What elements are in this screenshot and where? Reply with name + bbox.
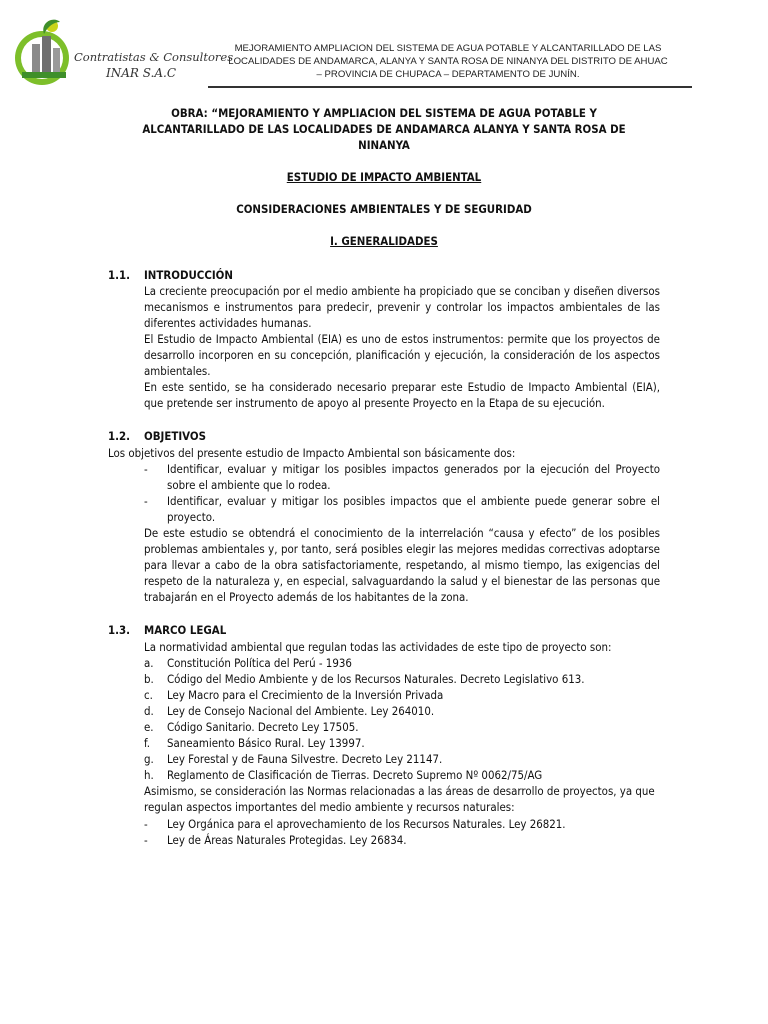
list-item [144,735,660,751]
list-item-text: Identificar, evaluar y mitigar los posibles impactos que el ambiente puede generar sobre el proyecto. [167,493,660,524]
study-title-text: ESTUDIO DE IMPACTO AMBIENTAL [286,170,482,185]
dash-marker: - [144,493,148,508]
paragraph: En este sentido, se ha considerado necesario preparar este Estudio de Impacto Ambiental (EIA), que pretende ser instrumento de apoyo al presente Proyecto en la Etapa de su ejecución. [144,380,660,411]
section-heading [108,267,660,283]
obra-title: OBRA: “MEJORAMIENTO Y AMPLIACION DEL SISTEMA DE AGUA POTABLE Y ALCANTARILLADO DE LAS LOCALIDADES DE ANDAMARCA ALANYA Y SANTA ROSA DE NINANYA [142,106,626,153]
list-marker: g. [144,752,154,767]
list-item [144,751,660,767]
section-title: MARCO LEGAL [144,623,227,638]
list-marker: f. [144,736,151,751]
header-line: – PROVINCIA DE CHUPACA – DEPARTAMENTO DE JUNÍN. [316,69,580,80]
list-item-text: Ley de Áreas Naturales Protegidas. Ley 26834. [167,832,407,847]
paragraph: Asimismo, se consideración las Normas relacionadas a las áreas de desarrollo de proyectos, ya que regulan aspectos importantes del medio ambiente y recursos naturales: [144,784,655,815]
list-item-text: Reglamento de Clasificación de Tierras. Decreto Supremo Nº 0062/75/AG [167,768,543,783]
section-body [108,283,660,412]
section-body [108,639,660,848]
paragraph: El Estudio de Impacto Ambiental (EIA) es uno de estos instrumentos: permite que los proyectos de desarrollo incorporen en su concepción, planificación y ejecución, la consideración de los aspectos ambientales. [144,331,660,379]
section-title: INTRODUCCIÓN [144,267,233,282]
logo-company-suffix: INAR S.A.C [106,66,177,80]
list-marker: h. [144,768,154,783]
list-item-text: Saneamiento Básico Rural. Ley 13997. [167,736,365,751]
section-intro: Los objetivos del presente estudio de Impacto Ambiental son básicamente dos: [108,445,516,460]
section-number: 1.3. [108,623,131,638]
header-divider [208,86,692,88]
dash-marker: - [144,816,148,831]
list-item-text: Identificar, evaluar y mitigar los posibles impactos generados por la ejecución del Proyecto sobre el ambiente que lo rodea. [167,461,660,492]
logo-company-name: Contratistas & Consultores [74,50,234,64]
list-marker: b. [144,671,154,686]
list-item [144,655,660,671]
section-title: OBJETIVOS [144,429,206,444]
list-item [144,461,660,493]
list-item-text: Constitución Política del Perú - 1936 [167,655,352,670]
paragraph: De este estudio se obtendrá el conocimiento de la interrelación “causa y efecto” de los posibles problemas ambientales y, por tanto, será posibles elegir las mejores medidas correctivas adoptarse para llevar a cabo de la obra satisfactoriamente, respetando, al mismo tiempo, las exigencias del respeto de la naturaleza y, en especial, salvaguardando la salud y el bienestar de las personas que trabajarán en el Proyecto además de los habitantes de la zona. [144,525,660,605]
list-item [144,493,660,525]
company-logo [14,14,234,90]
header-project-title [208,42,688,81]
list-item-text: Código Sanitario. Decreto Ley 17505. [167,720,359,734]
list-item-text: Ley Macro para el Crecimiento de la Inversión Privada [167,687,444,702]
list-marker: a. [144,655,154,670]
study-title [108,169,660,185]
header-line: MEJORAMIENTO AMPLIACION DEL SISTEMA DE AGUA POTABLE Y ALCANTARILLADO DE LAS [234,43,662,54]
dash-marker: - [144,832,148,847]
section-number: 1.2. [108,429,131,444]
list-item [144,832,660,848]
list-item [144,767,660,783]
page-header [0,0,768,92]
list-item [144,671,660,687]
paragraph: La normatividad ambiental que regulan todas las actividades de este tipo de proyecto son: [144,639,612,654]
considerations-title: CONSIDERACIONES AMBIENTALES Y DE SEGURIDAD [236,202,532,217]
section-body [108,461,660,606]
list-marker: c. [144,687,153,702]
header-line: LOCALIDADES DE ANDAMARCA, ALANYA Y SANTA ROSA DE NINANYA DEL DISTRITO DE AHUAC [228,56,668,67]
list-marker: e. [144,720,154,734]
list-item-text: Ley Orgánica para el aprovechamiento de los Recursos Naturales. Ley 26821. [167,816,566,831]
list-item-text: Ley de Consejo Nacional del Ambiente. Ley 264010. [167,703,435,718]
section-marco-legal [108,622,660,847]
dash-marker: - [144,461,148,476]
chapter-title-text: I. GENERALIDADES [330,234,438,249]
section-heading [108,622,660,638]
chapter-title [108,233,660,249]
list-item [144,687,660,703]
list-item [144,816,660,832]
list-item-text: Ley Forestal y de Fauna Silvestre. Decreto Ley 21147. [167,752,443,767]
section-number: 1.1. [108,267,131,282]
section-introduccion [108,267,660,412]
paragraph: La creciente preocupación por el medio ambiente ha propiciado que se conciban y diseñen diversos mecanismos e instrumentos para predecir, prevenir y controlar los impactos ambientales de las diferentes actividades humanas. [144,283,660,330]
section-heading [108,428,660,444]
section-objetivos [108,428,660,605]
document-body [108,105,660,848]
list-marker: d. [144,703,154,718]
list-item-text: Código del Medio Ambiente y de los Recursos Naturales. Decreto Legislativo 613. [167,671,585,686]
list-item [144,703,660,719]
list-item [144,719,660,735]
